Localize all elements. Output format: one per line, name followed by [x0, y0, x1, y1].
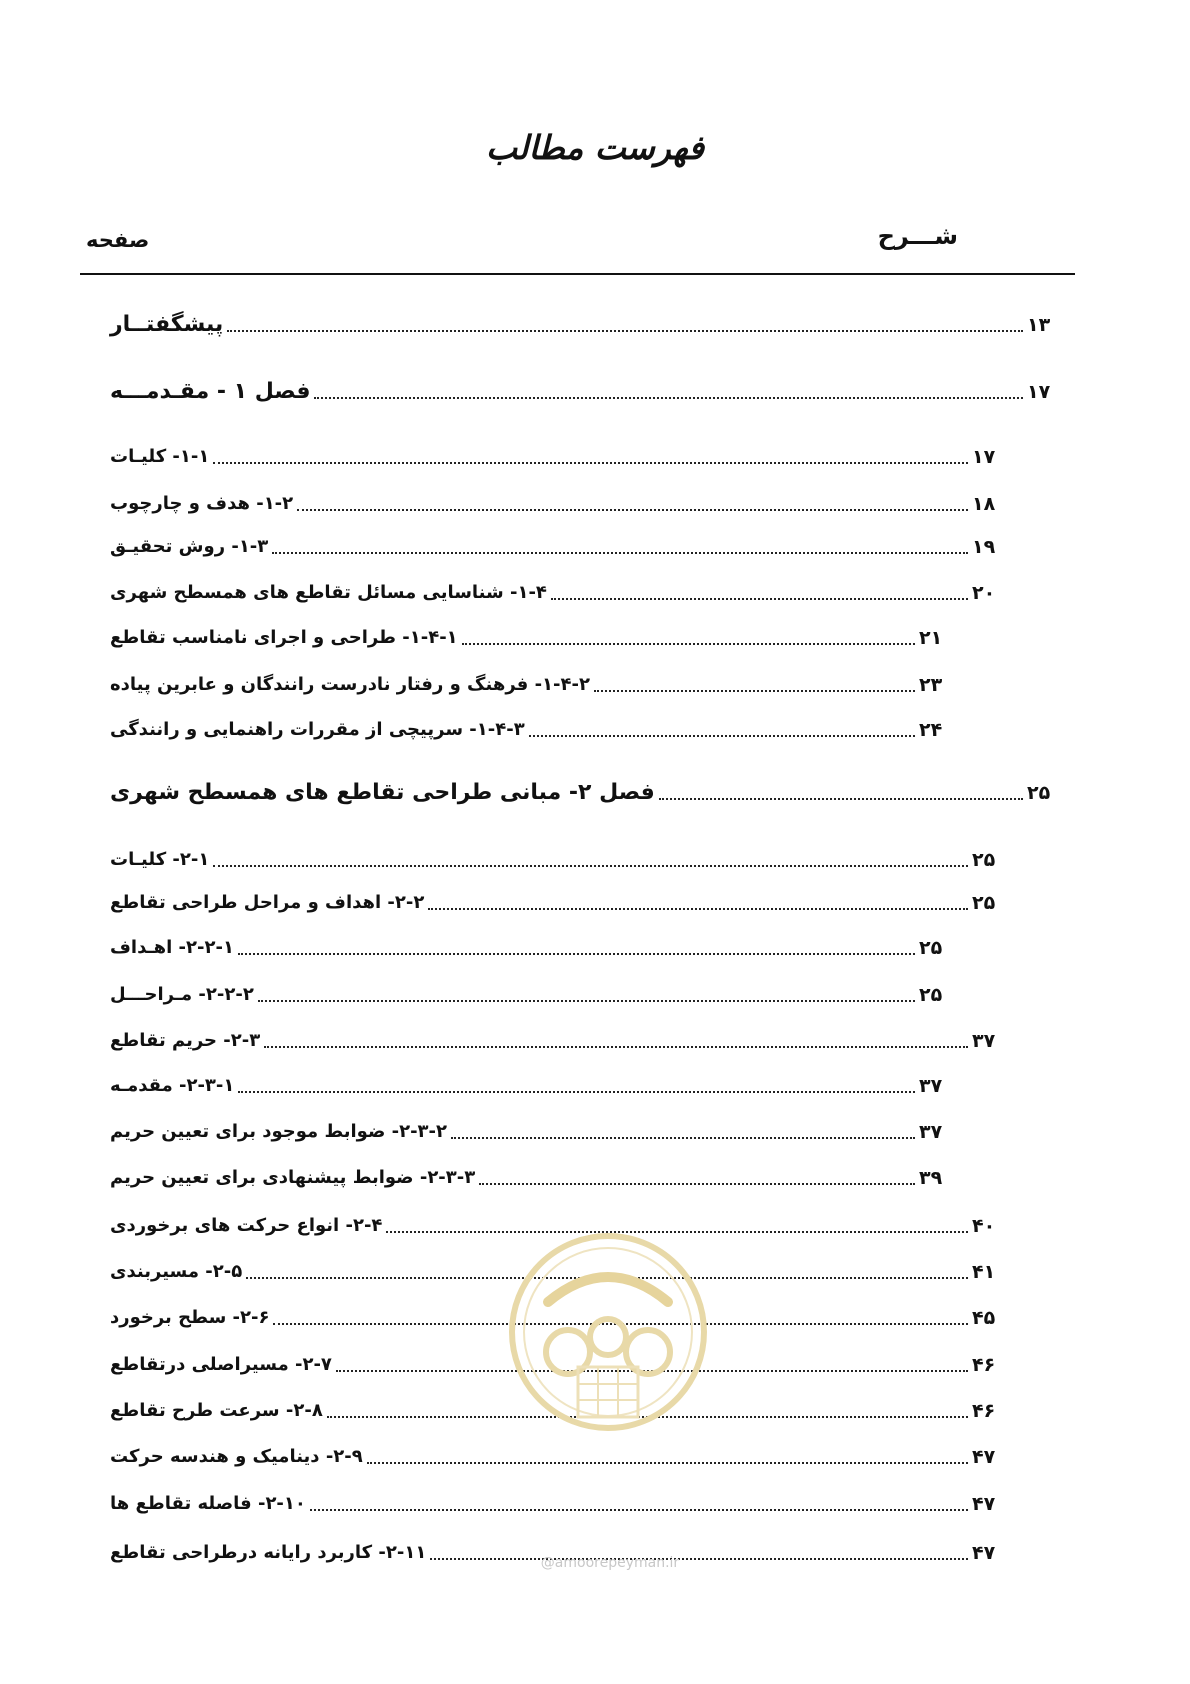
toc-entry-page: ۴۰	[972, 1215, 996, 1237]
toc-entry-title: فصل ۱ - مقـدمـــه	[110, 379, 311, 404]
toc-entry-title: ۲-۲-۲- مـراحـــل	[110, 984, 254, 1005]
toc-leader-dots	[264, 1046, 968, 1048]
toc-entry-page: ۴۷	[972, 1446, 996, 1468]
toc-leader-dots	[529, 735, 915, 737]
toc-entry-page: ۴۵	[972, 1307, 996, 1329]
toc-entry-page: ۲۰	[972, 582, 996, 604]
toc-entry-page: ۳۷	[972, 1030, 996, 1052]
watermark-url: @amoorepeyman.ir	[540, 1555, 680, 1571]
toc-entry	[110, 841, 1055, 875]
toc-entry	[110, 976, 1055, 1010]
toc-entry-title: ۱-۴- شناسایی مسائل تقاطع های همسطح شهری	[110, 582, 547, 603]
toc-entry-title: ۲-۵- مسیربندی	[110, 1261, 243, 1282]
toc-entry-title: ۲-۶- سطح برخورد	[110, 1307, 270, 1328]
toc-entry-title: ۲-۲-۱- اهـداف	[110, 937, 234, 958]
toc-entry-page: ۱۷	[1027, 381, 1051, 403]
toc-entry-title: ۲-۴- انواع حرکت های برخوردی	[110, 1215, 383, 1236]
toc-leader-dots	[227, 330, 1023, 332]
toc-entry	[110, 306, 1055, 340]
toc-leader-dots	[659, 798, 1023, 800]
toc-entry-page: ۲۳	[919, 674, 943, 696]
toc-entry	[110, 774, 1055, 808]
toc-entry-title: ۲-۲- اهداف و مراحل طراحی تقاطع	[110, 892, 425, 913]
toc-entry	[110, 373, 1055, 407]
toc-leader-dots	[479, 1183, 915, 1185]
header-divider	[80, 273, 1075, 275]
toc-entry-page: ۲۵	[972, 849, 996, 871]
toc-entry-title: ۲-۱- کلیـات	[110, 849, 210, 870]
toc-entry-page: ۴۶	[972, 1354, 996, 1376]
toc-entry-title: ۱-۳- روش تحقیـق	[110, 536, 269, 557]
toc-entry-page: ۳۷	[919, 1075, 943, 1097]
toc-entry-title: ۲-۹- دینامیک و هندسه حرکت	[110, 1446, 363, 1467]
toc-entry	[110, 1159, 1055, 1193]
toc-entry	[110, 619, 1055, 653]
toc-entry	[110, 666, 1055, 700]
toc-leader-dots	[310, 1509, 968, 1511]
toc-entry-page: ۳۷	[919, 1121, 943, 1143]
toc-entry-title: ۲-۷- مسیراصلی درتقاطع	[110, 1354, 332, 1375]
toc-entry-page: ۴۶	[972, 1400, 996, 1422]
toc-entry-page: ۴۱	[972, 1261, 996, 1283]
toc-leader-dots	[367, 1462, 968, 1464]
toc-entry-page: ۲۵	[919, 937, 943, 959]
toc-leader-dots	[272, 552, 968, 554]
toc-leader-dots	[238, 1091, 915, 1093]
toc-entry-title: پیشگفتــار	[110, 312, 224, 337]
toc-entry-title: ۲-۳- حریم تقاطع	[110, 1030, 261, 1051]
toc-entry	[110, 1022, 1055, 1056]
toc-leader-dots	[462, 643, 915, 645]
toc-entry-title: ۱-۲- هدف و چارچوب	[110, 493, 294, 514]
toc-leader-dots	[314, 397, 1023, 399]
toc-leader-dots	[451, 1137, 915, 1139]
toc-entry-page: ۲۴	[919, 719, 943, 741]
column-header-page: صفحه	[86, 228, 150, 252]
toc-entry-page: ۲۵	[972, 892, 996, 914]
toc-entry-title: ۱-۴-۳- سرپیچی از مقررات راهنمایی و رانندگی	[110, 719, 525, 740]
toc-entry-title: ۲-۱۱- کاربرد رایانه درطراحی تقاطع	[110, 1542, 427, 1563]
toc-entry	[110, 929, 1055, 963]
toc-entry-page: ۲۱	[919, 627, 943, 649]
toc-entry-title: ۲-۳-۱- مقدمـه	[110, 1075, 235, 1096]
toc-leader-dots	[258, 1000, 915, 1002]
toc-entry	[110, 438, 1055, 472]
toc-entry-title: ۱-۴-۲- فرهنگ و رفتار نادرست رانندگان و عابرین پیاده	[110, 674, 590, 695]
toc-entry-page: ۱۹	[972, 536, 996, 558]
toc-leader-dots	[551, 598, 968, 600]
toc-leader-dots	[238, 953, 915, 955]
toc-entry	[110, 884, 1055, 918]
toc-entry	[110, 711, 1055, 745]
toc-leader-dots	[428, 908, 968, 910]
publisher-stamp-icon	[508, 1232, 708, 1432]
toc-entry-page: ۳۹	[919, 1167, 943, 1189]
toc-entry	[110, 1485, 1055, 1519]
toc-entry-title: ۲-۳-۳- ضوابط پیشنهادی برای تعیین حریم	[110, 1167, 476, 1188]
page-title: فهرست مطالب	[486, 128, 704, 167]
toc-entry	[110, 485, 1055, 519]
column-header-description: شـــرح	[877, 222, 958, 250]
toc-entry	[110, 1113, 1055, 1147]
toc-entry	[110, 1067, 1055, 1101]
toc-leader-dots	[594, 690, 915, 692]
toc-entry	[110, 528, 1055, 562]
toc-entry	[110, 1438, 1055, 1472]
toc-entry-page: ۱۸	[972, 493, 996, 515]
toc-entry-title: ۱-۴-۱- طراحی و اجرای نامناسب تقاطع	[110, 627, 458, 648]
toc-entry-title: ۲-۱۰- فاصله تقاطع ها	[110, 1493, 306, 1514]
toc-leader-dots	[213, 462, 968, 464]
toc-entry-title: ۱-۱- کلیـات	[110, 446, 210, 467]
toc-entry-title: ۲-۳-۲- ضوابط موجود برای تعیین حریم	[110, 1121, 447, 1142]
toc-entry	[110, 574, 1055, 608]
toc-entry-title: فصل ۲- مبانی طراحی تقاطع های همسطح شهری	[110, 780, 655, 805]
toc-entry-page: ۲۵	[1027, 782, 1051, 804]
toc-entry-page: ۴۷	[972, 1542, 996, 1564]
toc-entry-title: ۲-۸- سرعت طرح تقاطع	[110, 1400, 323, 1421]
toc-leader-dots	[297, 509, 968, 511]
toc-entry-page: ۱۳	[1027, 314, 1051, 336]
toc-entry-page: ۲۵	[919, 984, 943, 1006]
toc-entry-page: ۴۷	[972, 1493, 996, 1515]
toc-leader-dots	[213, 865, 968, 867]
toc-entry-page: ۱۷	[972, 446, 996, 468]
